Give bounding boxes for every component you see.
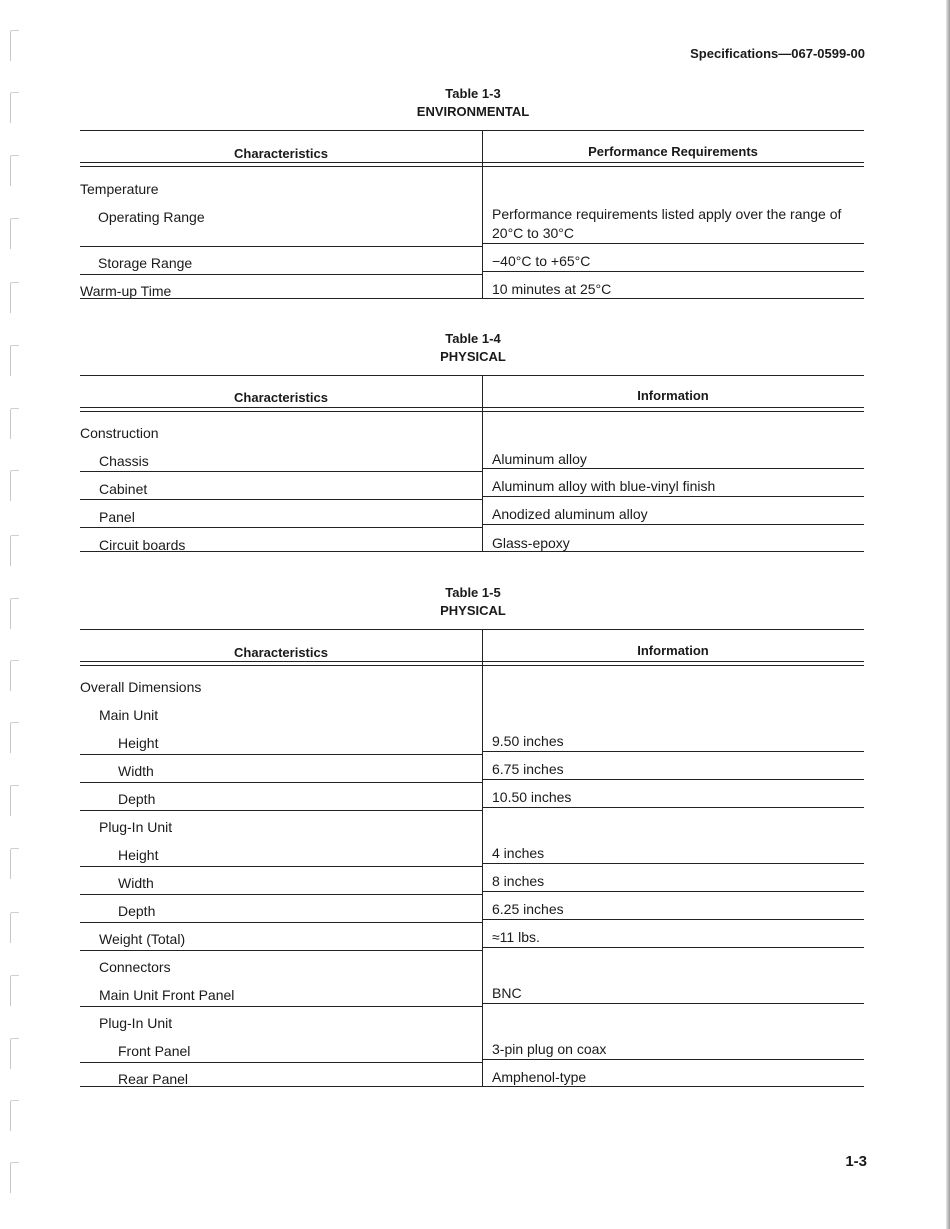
row-label: Chassis bbox=[99, 453, 149, 469]
row-label: Depth bbox=[118, 903, 156, 919]
column-header: Information bbox=[637, 643, 709, 658]
row-value: 8 inches bbox=[492, 873, 545, 889]
column-header: Characteristics bbox=[234, 146, 328, 161]
row-label: Circuit boards bbox=[99, 537, 186, 553]
page-header: Specifications—067-0599-00 bbox=[690, 46, 865, 61]
row-value: 6.25 inches bbox=[492, 901, 564, 917]
table-number: Table 1-3 bbox=[445, 86, 501, 101]
row-label: Overall Dimensions bbox=[80, 679, 202, 695]
row-value: ≈11 lbs. bbox=[492, 929, 540, 945]
table-number: Table 1-5 bbox=[445, 585, 501, 600]
column-header: Characteristics bbox=[234, 645, 328, 660]
row-value: Anodized aluminum alloy bbox=[492, 506, 648, 522]
column-header: Information bbox=[637, 388, 709, 403]
column-header: Performance Requirements bbox=[588, 144, 758, 159]
row-value: Aluminum alloy bbox=[492, 451, 587, 467]
page-edge-shadow bbox=[946, 0, 950, 1229]
row-value: Aluminum alloy with blue-vinyl finish bbox=[492, 478, 716, 494]
row-value: 10 minutes at 25°C bbox=[492, 281, 612, 297]
page-number: 1-3 bbox=[845, 1153, 867, 1170]
row-value: Performance requirements listed apply over the range of bbox=[492, 206, 842, 222]
row-label: Rear Panel bbox=[118, 1071, 189, 1087]
row-label: Construction bbox=[80, 425, 159, 441]
row-label: Plug-In Unit bbox=[99, 819, 173, 835]
table-title: ENVIRONMENTAL bbox=[416, 104, 530, 119]
row-value: −40°C to +65°C bbox=[492, 253, 591, 269]
row-value: 4 inches bbox=[492, 845, 545, 861]
row-label: Width bbox=[118, 763, 154, 779]
row-value: Amphenol-type bbox=[492, 1069, 587, 1085]
row-label: Front Panel bbox=[118, 1043, 191, 1059]
row-label: Connectors bbox=[99, 959, 171, 975]
column-header: Characteristics bbox=[234, 390, 328, 405]
row-value: 6.75 inches bbox=[492, 761, 564, 777]
row-label: Width bbox=[118, 875, 154, 891]
table-title: PHYSICAL bbox=[440, 349, 506, 364]
row-label: Main Unit bbox=[99, 707, 159, 723]
row-label: Main Unit Front Panel bbox=[99, 987, 235, 1003]
row-label: Depth bbox=[118, 791, 156, 807]
row-label: Panel bbox=[99, 509, 135, 525]
row-label: Temperature bbox=[80, 181, 159, 197]
row-label: Height bbox=[118, 735, 159, 751]
row-value: 10.50 inches bbox=[492, 789, 572, 805]
row-value: Glass-epoxy bbox=[492, 535, 570, 551]
table-number: Table 1-4 bbox=[445, 331, 501, 346]
row-label: Warm-up Time bbox=[80, 283, 172, 299]
row-value: 20°C to 30°C bbox=[492, 225, 575, 241]
row-label: Operating Range bbox=[98, 209, 205, 225]
row-label: Cabinet bbox=[99, 481, 148, 497]
row-value: 3-pin plug on coax bbox=[492, 1041, 607, 1057]
row-value: 9.50 inches bbox=[492, 733, 564, 749]
row-label: Storage Range bbox=[98, 255, 193, 271]
row-value: BNC bbox=[492, 985, 522, 1001]
table-title: PHYSICAL bbox=[440, 603, 506, 618]
row-label: Weight (Total) bbox=[99, 931, 186, 947]
row-label: Plug-In Unit bbox=[99, 1015, 173, 1031]
row-label: Height bbox=[118, 847, 159, 863]
